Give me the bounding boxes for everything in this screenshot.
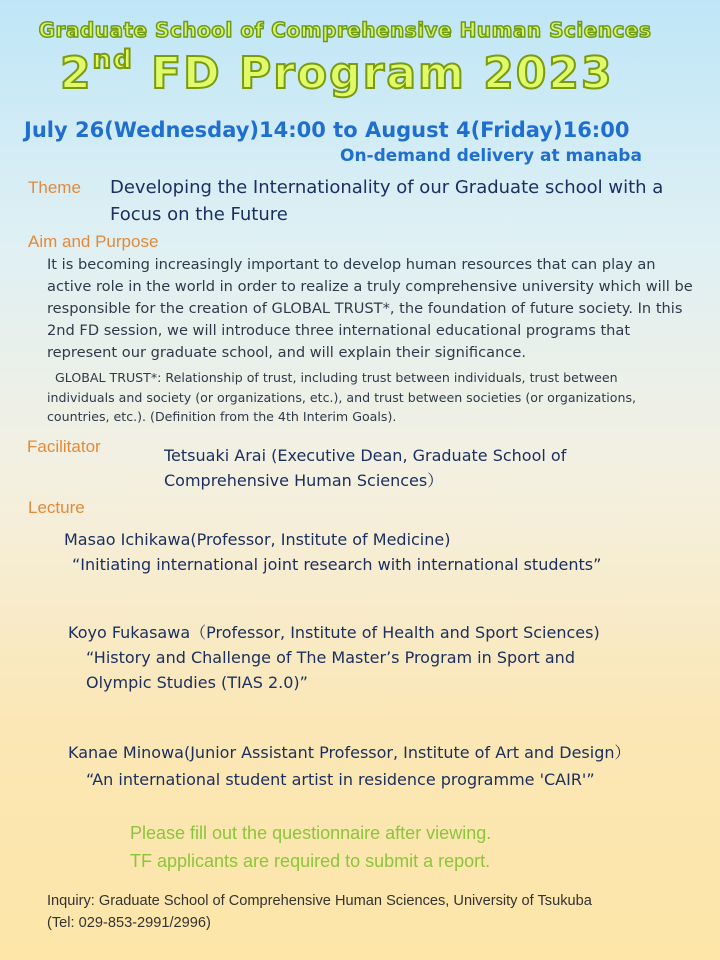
inquiry-info bbox=[47, 890, 697, 934]
lecture-title: “Initiating international joint research with international students” bbox=[72, 555, 602, 574]
inquiry-line: Inquiry: Graduate School of Comprehensive Human Sciences, University of Tsukuba bbox=[47, 893, 592, 909]
school-name: Graduate School of Comprehensive Human Sciences bbox=[38, 18, 652, 42]
global-trust-note bbox=[47, 368, 687, 427]
theme-label: Theme bbox=[28, 178, 81, 197]
program-title bbox=[60, 45, 614, 99]
facilitator-text: Tetsuaki Arai (Executive Dean, Graduate School of Comprehensive Human Sciences） bbox=[164, 446, 567, 490]
program-number: 2 bbox=[60, 48, 93, 99]
delivery-info: On-demand delivery at manaba bbox=[340, 146, 642, 166]
report-notice: TF applicants are required to submit a report. bbox=[130, 851, 491, 871]
lecture-title: “An international student artist in residence programme 'CAIR'” bbox=[86, 770, 595, 789]
program-name: FD Program 2023 bbox=[133, 48, 614, 99]
program-dates: July 26(Wednesday)14:00 to August 4(Friday)16:00 bbox=[24, 118, 630, 142]
aim-label: Aim and Purpose bbox=[28, 232, 159, 251]
theme-text: Developing the Internationality of our Graduate school with a Focus on the Future bbox=[110, 177, 664, 225]
lecture-speaker: Kanae Minowa(Junior Assistant Professor, Institute of Art and Design） bbox=[68, 743, 631, 762]
program-ordinal-suffix: nd bbox=[92, 45, 134, 76]
lecture-title: “History and Challenge of The Master’s Program in Sport and Olympic Studies (TIAS 2.0)” bbox=[86, 648, 575, 692]
global-trust-note-text: GLOBAL TRUST*: Relationship of trust, including trust between individuals, trust between individuals and society (or organizations, etc.), and trust between societies (or organizations, countries, etc.). (Definition from the 4th Interim Goals). bbox=[47, 370, 637, 424]
facilitator-label: Facilitator bbox=[27, 437, 101, 456]
inquiry-phone: (Tel: 029-853-2991/2996) bbox=[47, 915, 211, 931]
questionnaire-notice: Please fill out the questionnaire after viewing. bbox=[130, 823, 492, 843]
lecture-speaker: Masao Ichikawa(Professor, Institute of Medicine) bbox=[64, 530, 451, 549]
lecture-speaker: Koyo Fukasawa（Professor, Institute of Health and Sport Sciences) bbox=[68, 623, 600, 642]
aim-text: It is becoming increasingly important to develop human resources that can play an active role in the world in order to realize a truly comprehensive university which will be responsible for the creation of GLOBAL TRUST*, the foundation of future society. In this 2nd FD session, we will introduce three international educational programs that represent our graduate school, and will explain their significance. bbox=[47, 256, 693, 361]
lecture-label: Lecture bbox=[28, 498, 85, 517]
